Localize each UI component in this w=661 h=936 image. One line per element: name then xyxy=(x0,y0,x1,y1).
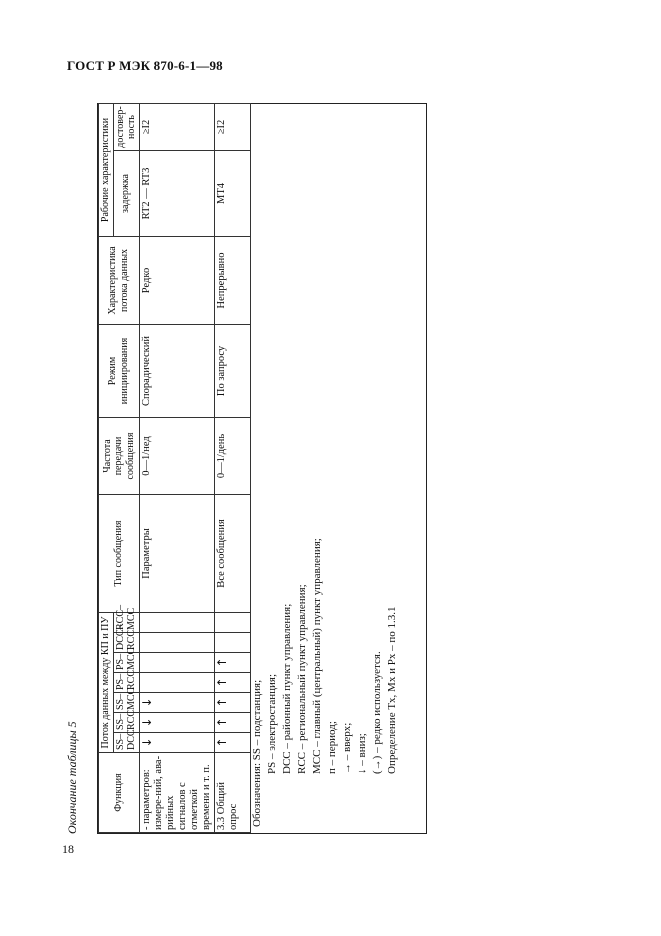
header-flow-characteristic: Характеристика потока данных xyxy=(99,236,140,324)
rotated-table-block xyxy=(63,98,429,838)
table-5 xyxy=(98,103,251,833)
header-reliability: достовер-ность xyxy=(113,103,139,150)
note-line: Определение Tx, Mx и Px – по 1.3.1 xyxy=(386,606,398,774)
header-init-mode: Режим инициирования xyxy=(99,324,140,417)
header-flow-group: Поток данных между КП и ПУ xyxy=(99,612,114,752)
header-frequency: Частота передачи сообщения xyxy=(99,417,140,494)
note-line: ↓ – вниз; xyxy=(356,733,368,774)
flow-arrow: ↑ xyxy=(214,733,250,753)
header-function: Функция xyxy=(99,753,140,833)
init-mode-cell: Спорадический xyxy=(139,324,214,417)
flow-arrow: ↑ xyxy=(214,693,250,713)
header-message-type: Тип сообщения xyxy=(99,494,140,612)
flow-arrow: ↓ xyxy=(139,693,214,713)
table-row xyxy=(214,103,250,832)
note-line: RCC – региональный пункт управления; xyxy=(296,584,308,774)
table-row xyxy=(139,103,214,832)
flow-arrow xyxy=(139,673,214,693)
function-cell: - параметров: измере-ний, ава-рийных сигналов с отметкой времени и т. п. xyxy=(139,753,214,833)
header-flow-col: SS–DCC xyxy=(113,733,139,753)
message-type-cell: Параметры xyxy=(139,494,214,612)
header-flow-col: PS–RCC xyxy=(113,673,139,693)
legend-notes xyxy=(250,538,400,827)
message-type-cell: Все сообщения xyxy=(214,494,250,612)
header-delay: задержка xyxy=(113,150,139,236)
table-frame xyxy=(97,103,427,834)
delay-cell: MT4 xyxy=(214,150,250,236)
flow-arrow: ↑ xyxy=(214,673,250,693)
flow-arrow: ↑ xyxy=(214,653,250,673)
header-flow-col: PS–MCC xyxy=(113,653,139,673)
note-line: MCC – главный (центральный) пункт управления; xyxy=(311,538,323,774)
function-cell: 3.3 Общий опрос xyxy=(214,753,250,833)
flow-arrow xyxy=(214,612,250,632)
header-flow-col: RCC–MCC xyxy=(113,612,139,632)
frequency-cell: 0—1/день xyxy=(214,417,250,494)
flow-arrow xyxy=(139,612,214,632)
note-line: (→) – редко используется. xyxy=(371,651,383,774)
flow-arrow: ↑ xyxy=(214,713,250,733)
flow-arrow: ↓ xyxy=(139,713,214,733)
header-flow-col: DCC–RCC xyxy=(113,633,139,653)
flow-arrow xyxy=(139,633,214,653)
header-flow-col: SS–RCC xyxy=(113,713,139,733)
header-performance-group: Рабочие характеристики xyxy=(99,103,114,236)
flow-characteristic-cell: Редко xyxy=(139,236,214,324)
delay-cell: RT2 — RT3 xyxy=(139,150,214,236)
frequency-cell: 0—1/нед xyxy=(139,417,214,494)
table-caption: Окончание таблицы 5 xyxy=(65,721,79,834)
flow-characteristic-cell: Непрерывно xyxy=(214,236,250,324)
notes-label: Обозначения: xyxy=(251,762,263,827)
flow-arrow: ↓ xyxy=(139,733,214,753)
note-line: п – период; xyxy=(326,721,338,774)
note-line: DCC – районный пункт управления; xyxy=(281,603,293,774)
flow-arrow xyxy=(214,633,250,653)
reliability-cell: ≥I2 xyxy=(139,103,214,150)
note-line: → – вверх; xyxy=(341,722,353,774)
header-flow-col: SS–MCC xyxy=(113,693,139,713)
page-number: 18 xyxy=(62,842,74,856)
reliability-cell: ≥I2 xyxy=(214,103,250,150)
note-line: PS – электростанция; xyxy=(266,673,278,774)
init-mode-cell: По запросу xyxy=(214,324,250,417)
document-header: ГОСТ Р МЭК 870-6-1—98 xyxy=(67,58,223,73)
note-line: Обозначения: SS – подстанция; xyxy=(251,679,263,827)
flow-arrow xyxy=(139,653,214,673)
